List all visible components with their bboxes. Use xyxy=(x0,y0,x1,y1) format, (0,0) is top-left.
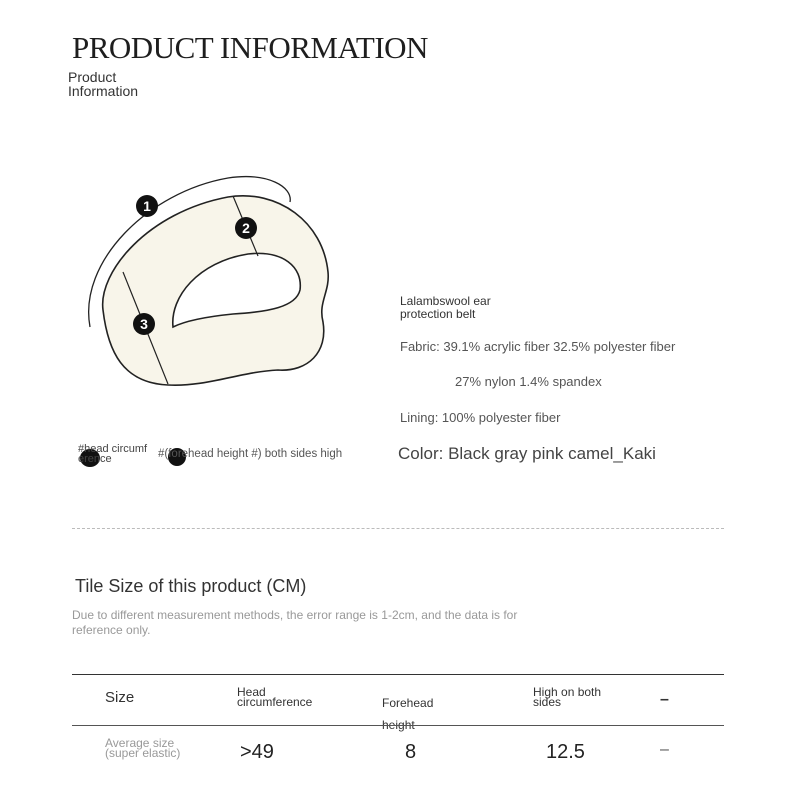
legend-head-circumference: #head circumference xyxy=(78,443,148,465)
marker-3 xyxy=(133,313,155,335)
svg-text:3: 3 xyxy=(140,316,148,332)
measurement-note: Due to different measurement methods, the error range is 1-2cm, and the data is for reference only. xyxy=(72,608,518,637)
product-name xyxy=(400,295,491,321)
table-header-head-circumference: Head circumference xyxy=(237,685,313,709)
marker-2 xyxy=(235,217,257,239)
color-text: Color: Black gray pink camel_Kaki xyxy=(398,444,656,463)
legend-forehead-height: #(forehead height #) both sides high xyxy=(158,448,343,460)
table-cell-extra: – xyxy=(660,741,669,758)
svg-text:2: 2 xyxy=(242,220,250,236)
marker-1 xyxy=(136,195,158,217)
headband-illustration xyxy=(78,172,358,397)
product-name-line-1: Lalambswool ear xyxy=(400,294,491,308)
table-top-rule xyxy=(72,674,724,675)
table-cell-head-circumference: >49 xyxy=(240,741,274,763)
table-header-size: Size xyxy=(105,689,135,706)
lining-text: Lining: 100% polyester fiber xyxy=(400,410,561,425)
size-section-title: Tile Size of this product (CM) xyxy=(75,576,307,596)
table-header-sides-height: High on both sides xyxy=(533,685,602,709)
product-name-line-2: protection belt xyxy=(400,307,476,321)
table-cell-size: Average size (super elastic) xyxy=(105,736,181,760)
table-header-forehead-height: Forehead height xyxy=(382,696,434,732)
fabric-text: Fabric: 39.1% acrylic fiber 32.5% polyester fiber xyxy=(400,339,676,354)
page-subtitle xyxy=(68,70,138,98)
section-divider xyxy=(72,528,724,529)
table-header-extra: – xyxy=(660,691,669,708)
svg-text:1: 1 xyxy=(143,198,151,214)
subtitle-line-1: Product xyxy=(68,69,117,85)
table-header-rule xyxy=(72,725,724,726)
table-cell-forehead-height: 8 xyxy=(405,741,417,763)
subtitle-line-2: Information xyxy=(68,83,139,99)
page-title: PRODUCT INFORMATION xyxy=(72,30,428,65)
table-cell-sides-height: 12.5 xyxy=(546,741,585,763)
fabric-continued-text: 27% nylon 1.4% spandex xyxy=(455,374,602,389)
